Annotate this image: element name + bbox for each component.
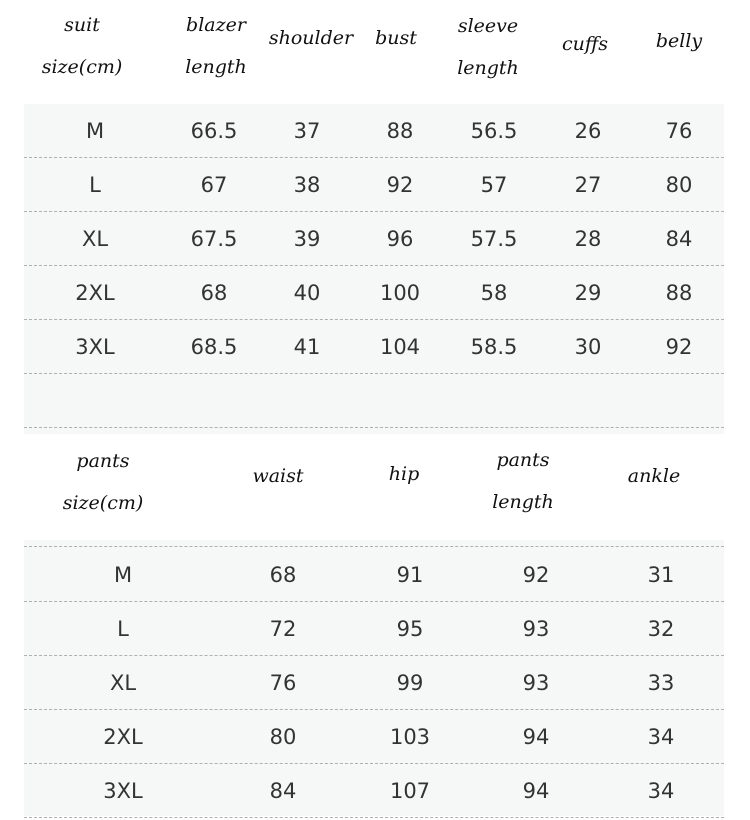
waist-cell: 84 [269, 779, 297, 803]
table-row [24, 656, 724, 710]
size-cell: 3XL [103, 779, 143, 803]
sleeve-length-cell: 57.5 [470, 227, 518, 251]
sleeve-length-cell: 58.5 [470, 335, 518, 359]
table-row [24, 104, 724, 158]
blazer-length-cell: 68 [200, 281, 228, 305]
shoulder-cell: 41 [293, 335, 321, 359]
ankle-cell: 34 [647, 779, 675, 803]
hip-cell: 95 [396, 617, 424, 641]
size-cell: L [117, 617, 129, 641]
table-row [24, 764, 724, 818]
belly-cell: 80 [665, 173, 693, 197]
header-bust [375, 17, 417, 59]
pants-length-cell: 94 [522, 779, 550, 803]
hip-cell: 91 [396, 563, 424, 587]
shoulder-cell: 38 [293, 173, 321, 197]
bust-cell: 92 [386, 173, 414, 197]
table-row [24, 158, 724, 212]
belly-cell: 88 [665, 281, 693, 305]
bust-cell: 104 [379, 335, 421, 359]
header-line: size(cm) [41, 56, 123, 78]
header-pants-size [63, 440, 144, 524]
belly-cell: 76 [665, 119, 693, 143]
sleeve-length-cell: 58 [480, 281, 508, 305]
bust-cell: 88 [386, 119, 414, 143]
table-row [24, 602, 724, 656]
suit-size-table [24, 104, 724, 434]
header-ankle [628, 455, 680, 497]
header-line: length [457, 57, 519, 79]
waist-cell: 68 [269, 563, 297, 587]
size-cell: 3XL [75, 335, 115, 359]
table-row [24, 710, 724, 764]
header-line: size(cm) [62, 492, 144, 514]
size-cell: M [113, 563, 133, 587]
header-line: hip [388, 463, 420, 485]
shoulder-cell: 40 [293, 281, 321, 305]
table-row [24, 212, 724, 266]
header-line: suit [64, 14, 100, 36]
hip-cell: 107 [389, 779, 431, 803]
header-pants-length [492, 439, 554, 523]
size-cell: L [89, 173, 101, 197]
header-suit-size [42, 4, 123, 88]
header-line: shoulder [268, 27, 354, 49]
size-cell: XL [109, 671, 137, 695]
divider [24, 546, 724, 547]
header-line: pants [76, 450, 130, 472]
pants-length-cell: 94 [522, 725, 550, 749]
sleeve-length-cell: 57 [480, 173, 508, 197]
blazer-length-cell: 67.5 [190, 227, 238, 251]
cuffs-cell: 30 [574, 335, 602, 359]
header-waist [252, 455, 303, 497]
ankle-cell: 32 [647, 617, 675, 641]
cuffs-cell: 27 [574, 173, 602, 197]
header-line: blazer [186, 14, 246, 36]
blazer-length-cell: 66.5 [190, 119, 238, 143]
header-blazer-length [185, 4, 247, 88]
cuffs-cell: 26 [574, 119, 602, 143]
size-cell: XL [81, 227, 109, 251]
header-line: pants [496, 449, 550, 471]
hip-cell: 103 [389, 725, 431, 749]
header-cuffs [562, 23, 608, 65]
table-row [24, 548, 724, 602]
table-row [24, 266, 724, 320]
hip-cell: 99 [396, 671, 424, 695]
pants-size-table [24, 540, 724, 816]
ankle-cell: 34 [647, 725, 675, 749]
header-line: cuffs [561, 33, 609, 55]
header-line: sleeve [457, 15, 519, 37]
waist-cell: 80 [269, 725, 297, 749]
blazer-length-cell: 67 [200, 173, 228, 197]
table-row [24, 320, 724, 374]
cuffs-cell: 28 [574, 227, 602, 251]
waist-cell: 72 [269, 617, 297, 641]
belly-cell: 92 [665, 335, 693, 359]
ankle-cell: 31 [647, 563, 675, 587]
header-belly [656, 20, 702, 62]
header-line: bust [375, 27, 417, 49]
shoulder-cell: 39 [293, 227, 321, 251]
pants-length-cell: 93 [522, 617, 550, 641]
bust-cell: 100 [379, 281, 421, 305]
pants-length-cell: 92 [522, 563, 550, 587]
ankle-cell: 33 [647, 671, 675, 695]
empty-row [24, 374, 724, 428]
sleeve-length-cell: 56.5 [470, 119, 518, 143]
bust-cell: 96 [386, 227, 414, 251]
size-cell: 2XL [75, 281, 115, 305]
header-hip [389, 453, 419, 495]
pants-length-cell: 93 [522, 671, 550, 695]
header-line: length [492, 491, 554, 513]
header-line: belly [655, 30, 703, 52]
header-shoulder [269, 17, 353, 59]
header-line: ankle [627, 465, 681, 487]
waist-cell: 76 [269, 671, 297, 695]
shoulder-cell: 37 [293, 119, 321, 143]
size-cell: 2XL [103, 725, 143, 749]
header-line: waist [252, 465, 304, 487]
header-sleeve-length [457, 5, 519, 89]
header-line: length [185, 56, 247, 78]
belly-cell: 84 [665, 227, 693, 251]
size-cell: M [85, 119, 105, 143]
blazer-length-cell: 68.5 [190, 335, 238, 359]
cuffs-cell: 29 [574, 281, 602, 305]
